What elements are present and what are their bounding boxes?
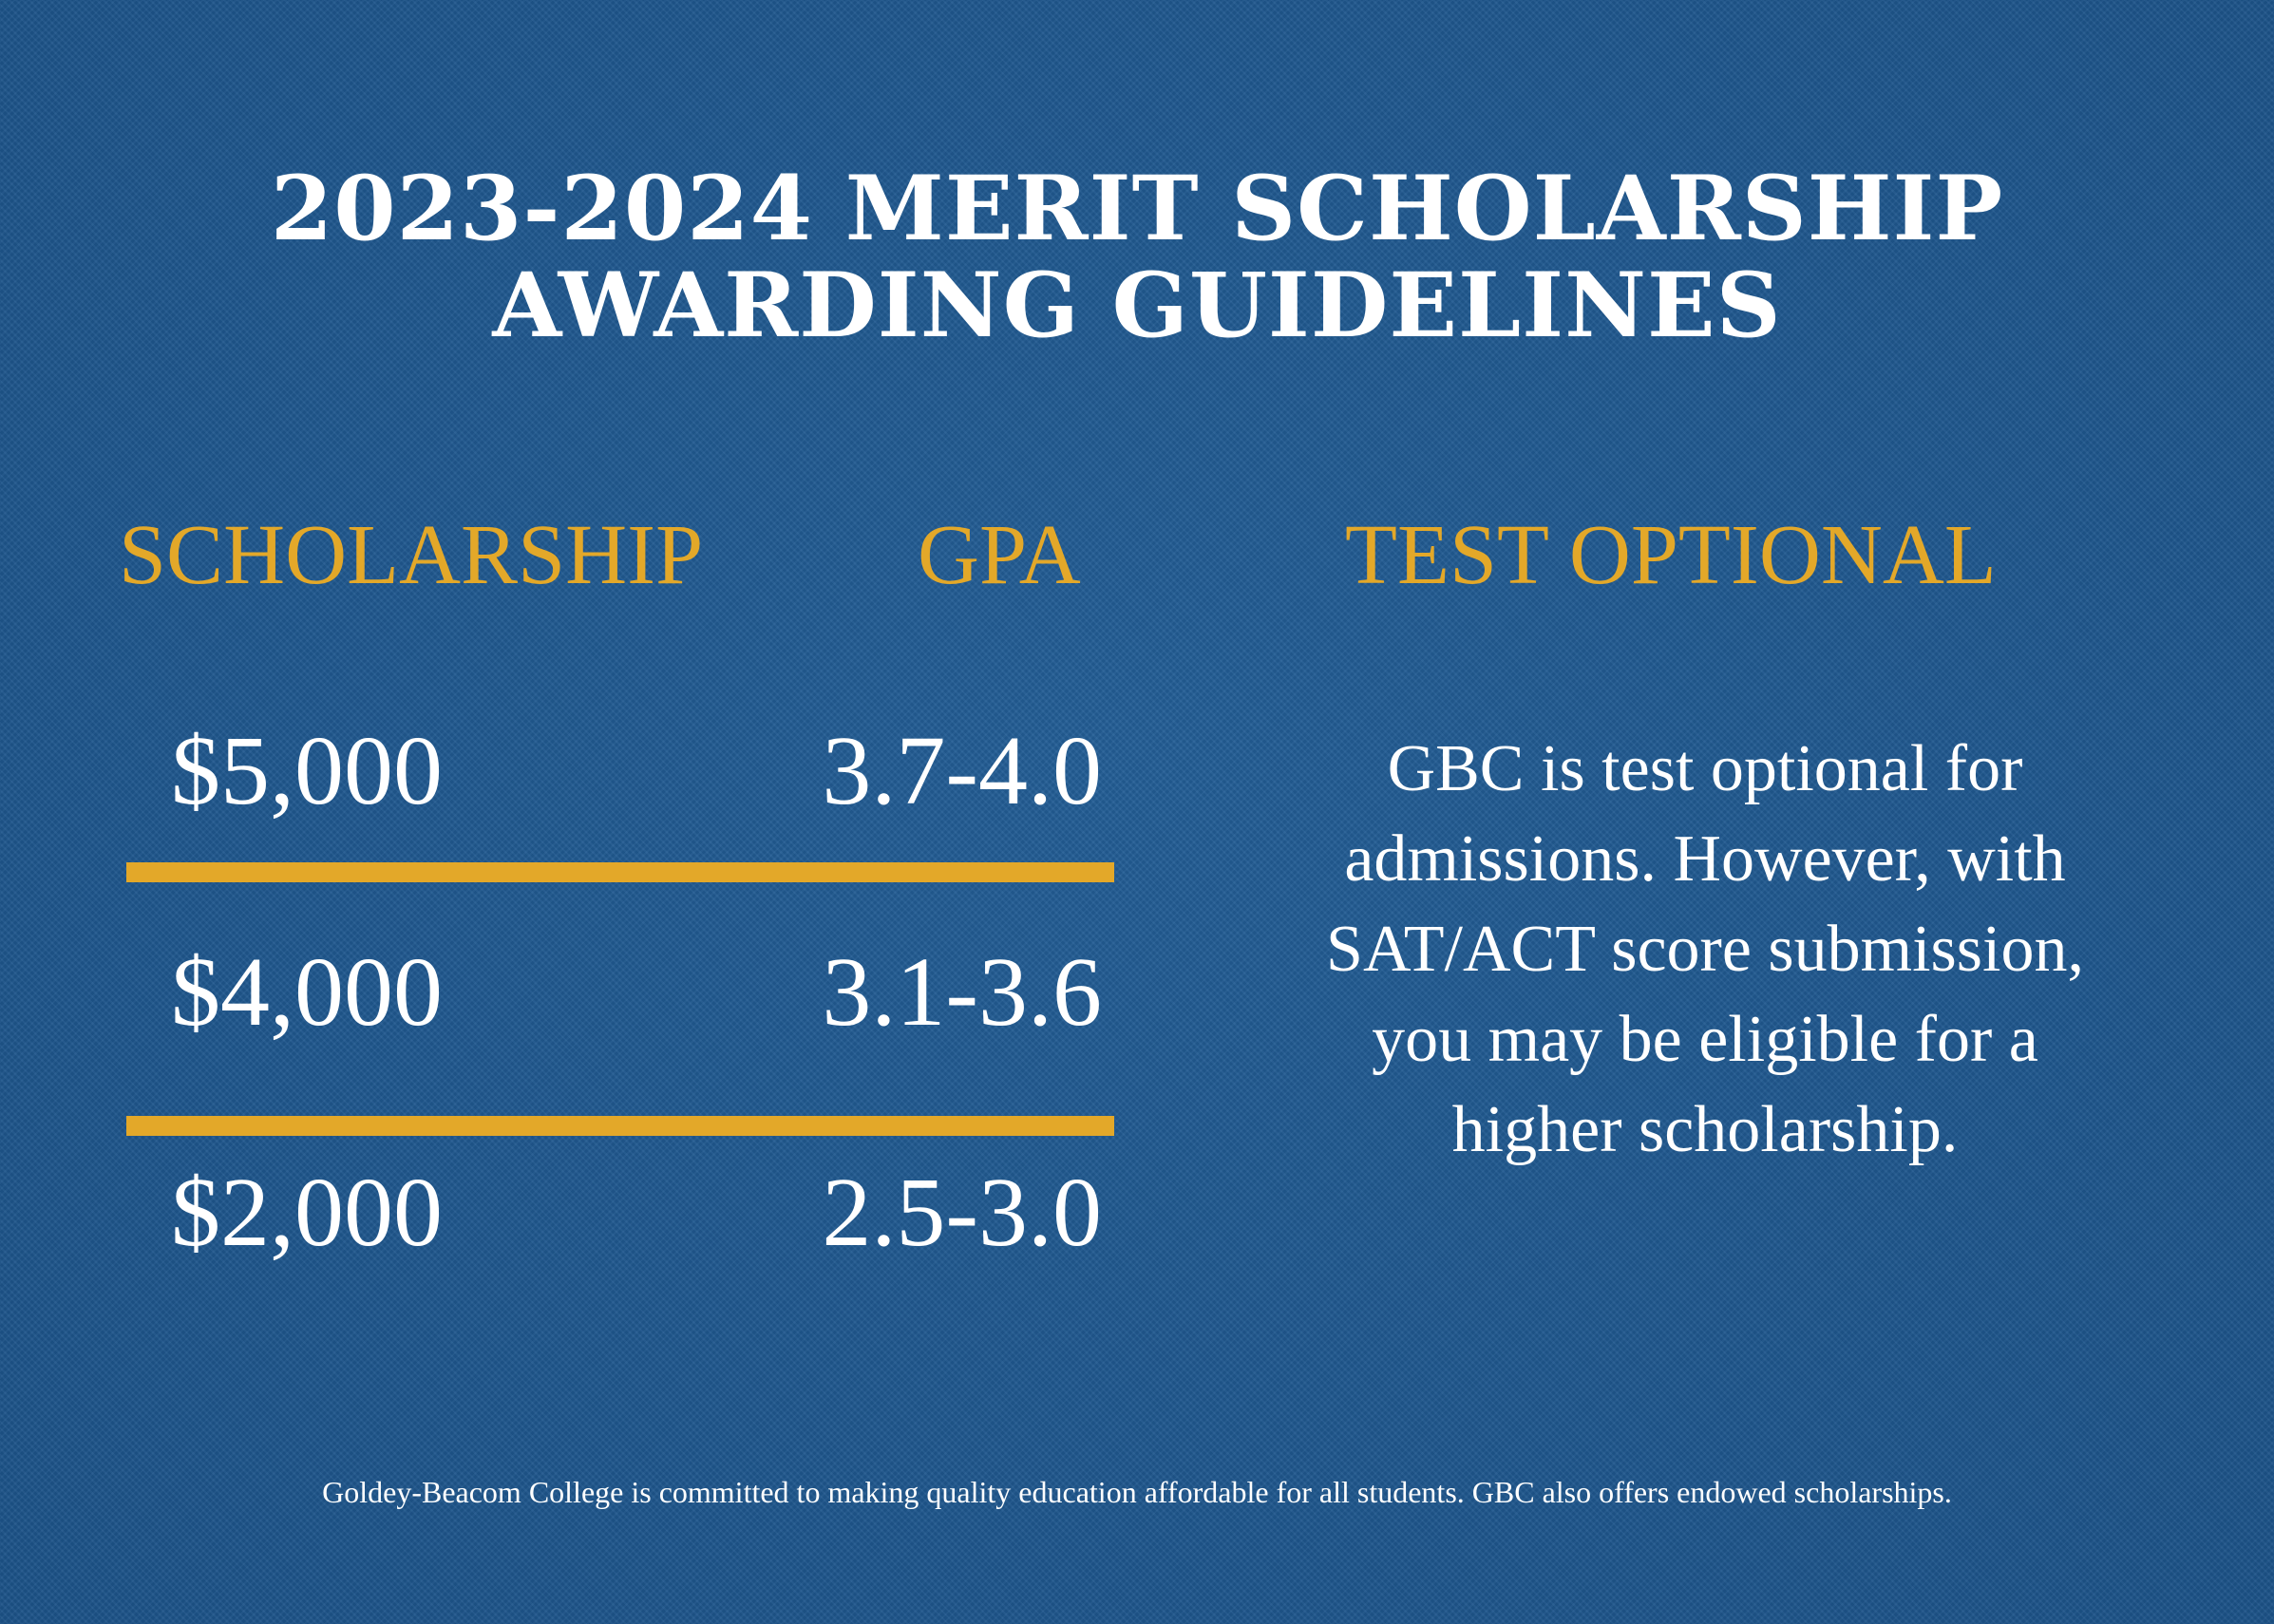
page-title-line-2: AWARDING GUIDELINES: [492, 254, 1782, 358]
gpa-column-header: GPA: [918, 508, 1081, 602]
page-title-line-1: 2023-2024 MERIT SCHOLARSHIP: [270, 157, 2004, 261]
row-divider-2: [126, 1116, 1114, 1136]
gpa-range-row-3: 2.5-3.0: [822, 1158, 1102, 1267]
row-divider-1: [126, 862, 1114, 882]
scholarship-amount-row-1: $5,000: [171, 716, 443, 825]
footer-note: Goldey-Beacom College is committed to making quality education affordable for all students. GBC also offers endowed scholarships.: [322, 1475, 1952, 1509]
scholarship-amount-row-3: $2,000: [171, 1158, 443, 1267]
test-optional-heading: TEST OPTIONAL: [1345, 508, 1997, 602]
test-optional-description: GBC is test optional for admissions. However, with SAT/ACT score submission, you may be eligible for a higher scholarship.: [1326, 732, 2084, 1166]
gpa-range-row-2: 3.1-3.6: [822, 937, 1102, 1047]
scholarship-column-header: SCHOLARSHIP: [119, 508, 704, 602]
scholarship-amount-row-2: $4,000: [171, 937, 443, 1047]
gpa-range-row-1: 3.7-4.0: [822, 716, 1102, 825]
